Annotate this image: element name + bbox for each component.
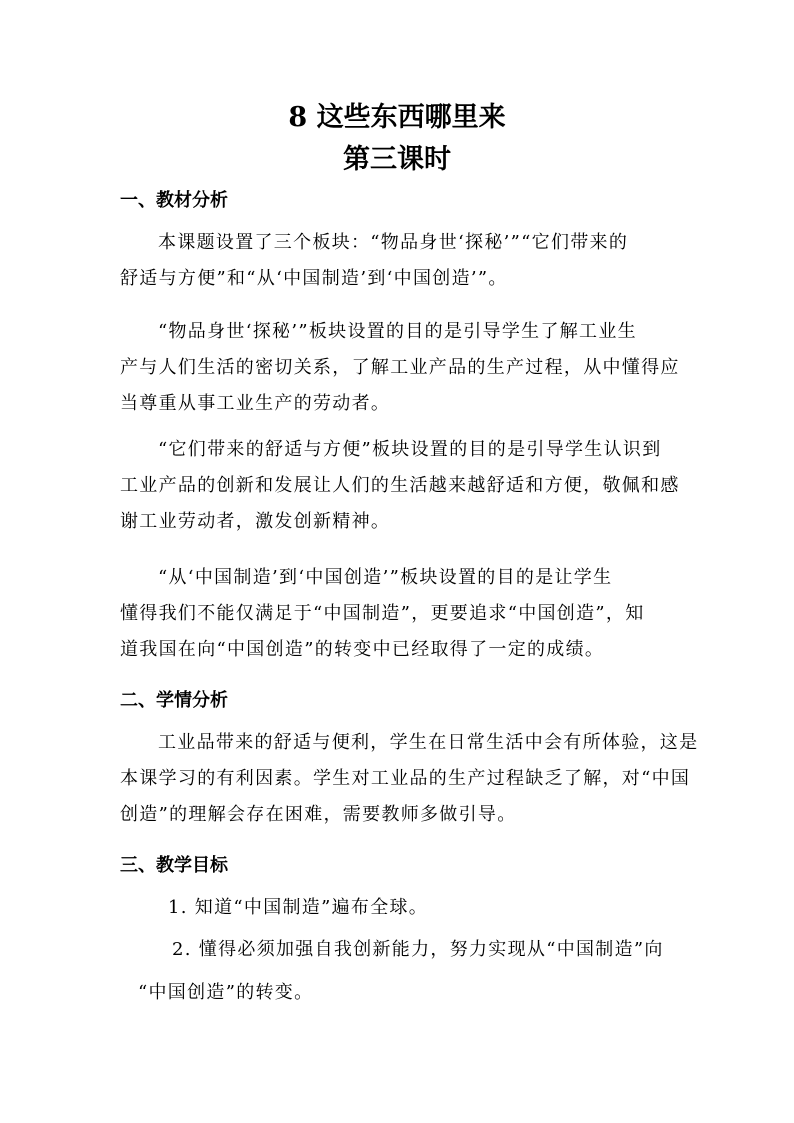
section-heading-learner-analysis: 二、学情分析	[120, 690, 228, 711]
paragraph	[120, 725, 699, 833]
paragraph-line: 本课题设置了三个板块：“物品身世‘探秘’”“它们带来的	[158, 232, 629, 253]
lesson-title: 8 这些东西哪里来	[288, 102, 506, 133]
paragraph-line: 本课学习的有利因素。学生对工业品的生产过程缺乏了解，对“中国	[120, 768, 691, 789]
section-heading-teaching-objectives: 三、教学目标	[120, 855, 228, 876]
paragraph	[120, 225, 680, 297]
lesson-subtitle: 第三课时	[343, 144, 451, 175]
paragraph	[120, 314, 680, 422]
paragraph-line: 舒适与方便”和“从‘中国制造’到‘中国创造’”。	[120, 268, 508, 289]
objective-item-continuation: “中国创造”的转变。	[138, 982, 314, 1003]
paragraph-line: 道我国在向“中国创造”的转变中已经取得了一定的成绩。	[120, 639, 605, 660]
paragraph-line: 懂得我们不能仅满足于“中国制造”，更要追求“中国创造”，知	[120, 603, 645, 624]
paragraph-line: “物品身世‘探秘’”板块设置的目的是引导学生了解工业生	[158, 321, 637, 342]
paragraph-line: 创造”的理解会存在困难，需要教师多做引导。	[120, 804, 517, 825]
paragraph	[120, 560, 680, 668]
paragraph-line: “它们带来的舒适与方便”板块设置的目的是引导学生认识到	[158, 439, 662, 460]
paragraph-line: 工业品带来的舒适与便利，学生在日常生活中会有所体验，这是	[158, 732, 699, 753]
paragraph-line: 产与人们生活的密切关系，了解工业产品的生产过程，从中懂得应	[120, 357, 680, 378]
paragraph-line: 谢工业劳动者，激发创新精神。	[120, 511, 391, 532]
paragraph-line: 当尊重从事工业生产的劳动者。	[120, 393, 391, 414]
paragraph-line: 工业产品的创新和发展让人们的生活越来越舒适和方便，敬佩和感	[120, 475, 680, 496]
section-heading-textbook-analysis: 一、教材分析	[120, 190, 228, 211]
paragraph	[120, 432, 680, 540]
objective-item: 2. 懂得必须加强自我创新能力，努力实现从“中国制造”向	[172, 939, 664, 960]
objective-item: 1. 知道“中国制造”遍布全球。	[168, 897, 429, 918]
paragraph-line: “从‘中国制造’到‘中国创造’”板块设置的目的是让学生	[158, 567, 613, 588]
